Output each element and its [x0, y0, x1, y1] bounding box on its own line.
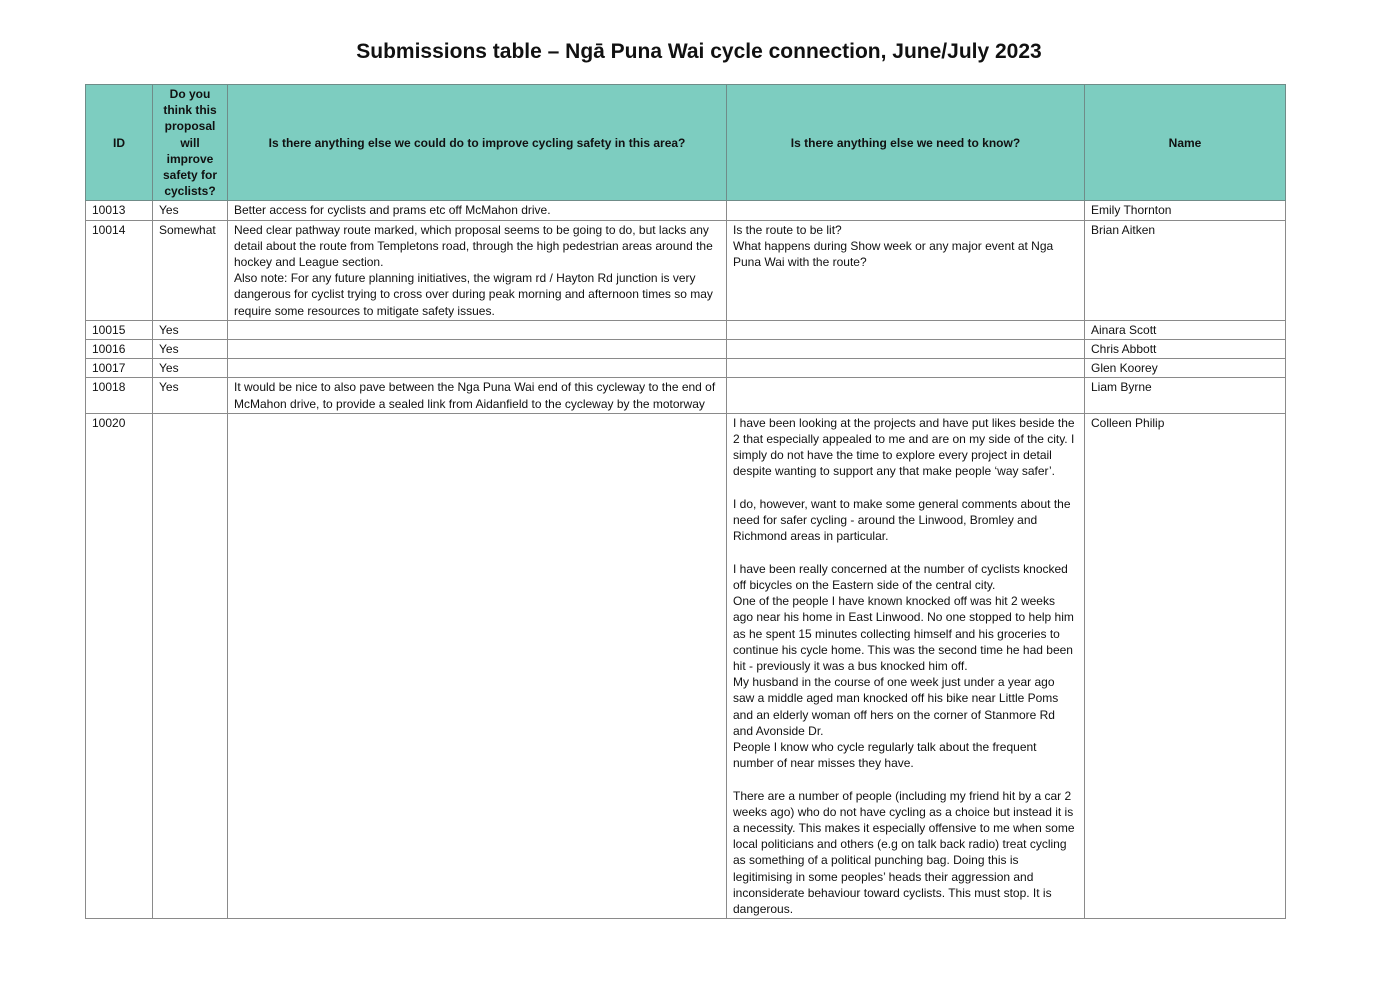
cell-safety: Somewhat: [153, 220, 228, 320]
table-row: [86, 340, 1286, 359]
cell-know: I have been looking at the projects and have put likes beside the 2 that especially appealed to me and are on my side of the city. I simply do not have the time to explore every project in detail despite wanting to support any that make people ‘way safer’. I do, however, want to make some general comments about the need for safer cycling - around the Linwood, Bromley and Richmond areas in particular. I have been really concerned at the number of cyclists knocked off bicycles on the Eastern side of the central city. One of the people I have known knocked off was hit 2 weeks ago near his home in East Linwood. No one stopped to help him as he spent 15 minutes collecting himself and his groceries to continue his cycle home. This was the second time he had been hit - previously it was a bus knocked him off. My husband in the course of one week just under a year ago saw a middle aged man knocked off his bike near Little Poms and an elderly woman off hers on the corner of Stanmore Rd and Avonside Dr. People I know who cycle regularly talk about the frequent number of near misses they have. There are a number of people (including my friend hit by a car 2 weeks ago) who do not have cycling as a choice but instead it is a necessity. This makes it especially offensive to me when some local politicians and others (e.g on talk back radio) treat cycling as something of a political punching bag. Doing this is legitimising in some peoples’ heads their aggression and inconsiderate behaviour toward cyclists. This must stop. It is dangerous.: [727, 413, 1085, 918]
cell-name: Brian Aitken: [1085, 220, 1286, 320]
cell-improve: [228, 320, 727, 339]
cell-id: 10016: [86, 340, 153, 359]
header-improve: Is there anything else we could do to improve cycling safety in this area?: [228, 85, 727, 201]
cell-know: Is the route to be lit? What happens during Show week or any major event at Nga Puna Wai with the route?: [727, 220, 1085, 320]
cell-safety: Yes: [153, 340, 228, 359]
table-row: [86, 201, 1286, 220]
cell-know: [727, 320, 1085, 339]
cell-improve: [228, 340, 727, 359]
cell-safety: Yes: [153, 359, 228, 378]
table-row: [86, 378, 1286, 413]
cell-safety: Yes: [153, 320, 228, 339]
cell-id: 10013: [86, 201, 153, 220]
cell-name: Glen Koorey: [1085, 359, 1286, 378]
table-header-row: [86, 85, 1286, 201]
cell-safety: Yes: [153, 201, 228, 220]
cell-safety: Yes: [153, 378, 228, 413]
cell-improve: It would be nice to also pave between the Nga Puna Wai end of this cycleway to the end of McMahon drive, to provide a sealed link from Aidanfield to the cycleway by the motorway: [228, 378, 727, 413]
cell-know: [727, 340, 1085, 359]
cell-id: 10020: [86, 413, 153, 918]
submissions-table: [85, 84, 1286, 919]
table-row: [86, 220, 1286, 320]
page-title: Submissions table – Ngā Puna Wai cycle connection, June/July 2023: [356, 40, 1042, 63]
cell-safety: [153, 413, 228, 918]
cell-name: Emily Thornton: [1085, 201, 1286, 220]
cell-improve: [228, 359, 727, 378]
cell-improve: [228, 413, 727, 918]
cell-id: 10015: [86, 320, 153, 339]
cell-know: [727, 359, 1085, 378]
cell-improve: Better access for cyclists and prams etc off McMahon drive.: [228, 201, 727, 220]
cell-name: Liam Byrne: [1085, 378, 1286, 413]
cell-know: [727, 378, 1085, 413]
cell-id: 10017: [86, 359, 153, 378]
table-row: [86, 413, 1286, 918]
cell-know: [727, 201, 1085, 220]
cell-name: Ainara Scott: [1085, 320, 1286, 339]
header-safety: Do you think this proposal will improve safety for cyclists?: [153, 85, 228, 201]
cell-id: 10018: [86, 378, 153, 413]
cell-id: 10014: [86, 220, 153, 320]
table-row: [86, 359, 1286, 378]
cell-name: Colleen Philip: [1085, 413, 1286, 918]
header-id: ID: [86, 85, 153, 201]
header-name: Name: [1085, 85, 1286, 201]
cell-name: Chris Abbott: [1085, 340, 1286, 359]
header-know: Is there anything else we need to know?: [727, 85, 1085, 201]
table-row: [86, 320, 1286, 339]
cell-improve: Need clear pathway route marked, which proposal seems to be going to do, but lacks any detail about the route from Templetons road, through the high pedestrian areas around the hockey and League section. Also note: For any future planning initiatives, the wigram rd / Hayton Rd junction is very dangerous for cyclist trying to cross over during peak morning and afternoon times so may require some resources to mitigate safety issues.: [228, 220, 727, 320]
